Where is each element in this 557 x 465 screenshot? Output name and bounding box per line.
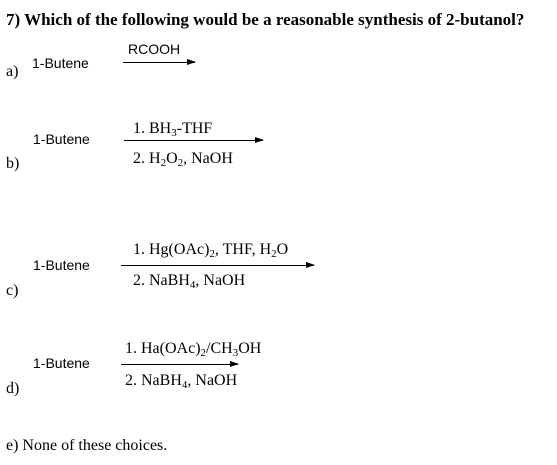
option-a-letter: a) xyxy=(6,63,19,80)
option-b-step2: 2. $H_2O_2$, NaOH xyxy=(133,150,233,169)
option-e-text: e) None of these choices. xyxy=(6,437,168,454)
option-c-reaction-arrow xyxy=(121,265,314,266)
option-d-step2: 2. NaBH$_4$, NaOH xyxy=(125,372,238,391)
option-c-reactant: 1-Butene xyxy=(33,257,90,273)
option-a-reactant: 1-Butene xyxy=(32,55,89,71)
option-b-letter: b) xyxy=(6,155,20,172)
option-b-step1: 1. $BH_3$-THF xyxy=(133,120,213,139)
option-d-reactant: 1-Butene xyxy=(33,355,90,371)
option-d-step1: 1. $Ha(OAc)_2/CH_3OH$ xyxy=(125,340,262,359)
option-c-letter: c) xyxy=(6,282,19,299)
option-c-step1: 1. $Hg(OAc)_2$, THF, $H_2O$ xyxy=(133,241,289,260)
option-a-reaction-arrow xyxy=(123,62,195,63)
option-d-reaction-arrow xyxy=(121,364,238,365)
option-a-reagent: RCOOH xyxy=(128,41,181,57)
option-b-reaction-arrow xyxy=(124,140,263,141)
option-c-step2: 2. NaBH$_4$, NaOH xyxy=(133,272,246,291)
option-b-reactant: 1-Butene xyxy=(33,131,90,147)
question-title: 7) Which of the following would be a reasonable synthesis of 2-butanol? xyxy=(6,10,525,29)
option-d-letter: d) xyxy=(6,380,20,397)
